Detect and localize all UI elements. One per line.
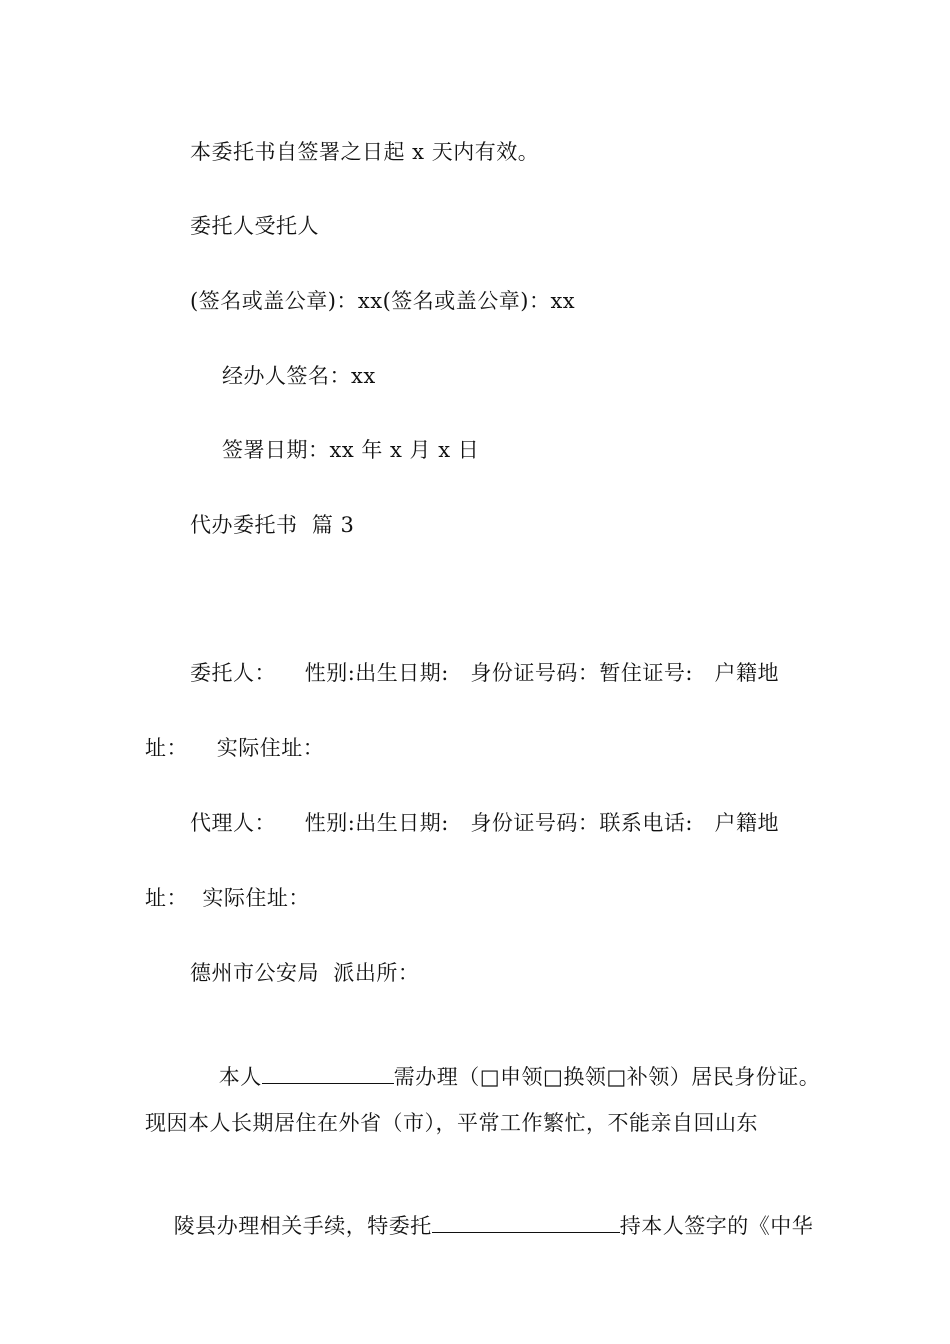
entrust-line-suffix: 持本人签字的《中华 [619, 1214, 814, 1238]
validity-statement: 本委托书自签署之日起 x 天内有效。 [190, 140, 540, 164]
entrust-line [145, 1184, 813, 1268]
principal-agent-heading: 委托人受托人 [190, 214, 319, 238]
handler-signature: 经办人签名：xx [222, 364, 376, 388]
addressee-line: 德州市公安局 派出所： [190, 961, 420, 985]
name-blank [262, 1063, 394, 1084]
entrust-line-prefix: 陵县办理相关手续，特委托 [173, 1214, 432, 1238]
signing-date: 签署日期：xx 年 x 月 x 日 [222, 438, 480, 462]
agent-address-line: 址： 实际住址： [145, 886, 310, 910]
request-line [190, 1035, 820, 1119]
section-title: 代办委托书 篇 3 [190, 513, 355, 537]
principal-address-line: 址： 实际住址： [145, 736, 325, 760]
agent-info-line: 代理人： 性别:出生日期: 身份证号码：联系电话: 户籍地 [190, 811, 779, 835]
agent-name-blank [432, 1212, 620, 1233]
request-line-suffix: 需办理（□申领□换领□补领）居民身份证。 [393, 1065, 821, 1089]
request-line-prefix: 本人 [218, 1065, 262, 1089]
signature-line: (签名或盖公章)：xx(签名或盖公章)：xx [190, 289, 576, 313]
principal-info-line: 委托人： 性别:出生日期: 身份证号码：暂住证号: 户籍地 [190, 661, 779, 685]
reason-line: 现因本人长期居住在外省（市），平常工作繁忙，不能亲自回山东 [145, 1111, 758, 1135]
